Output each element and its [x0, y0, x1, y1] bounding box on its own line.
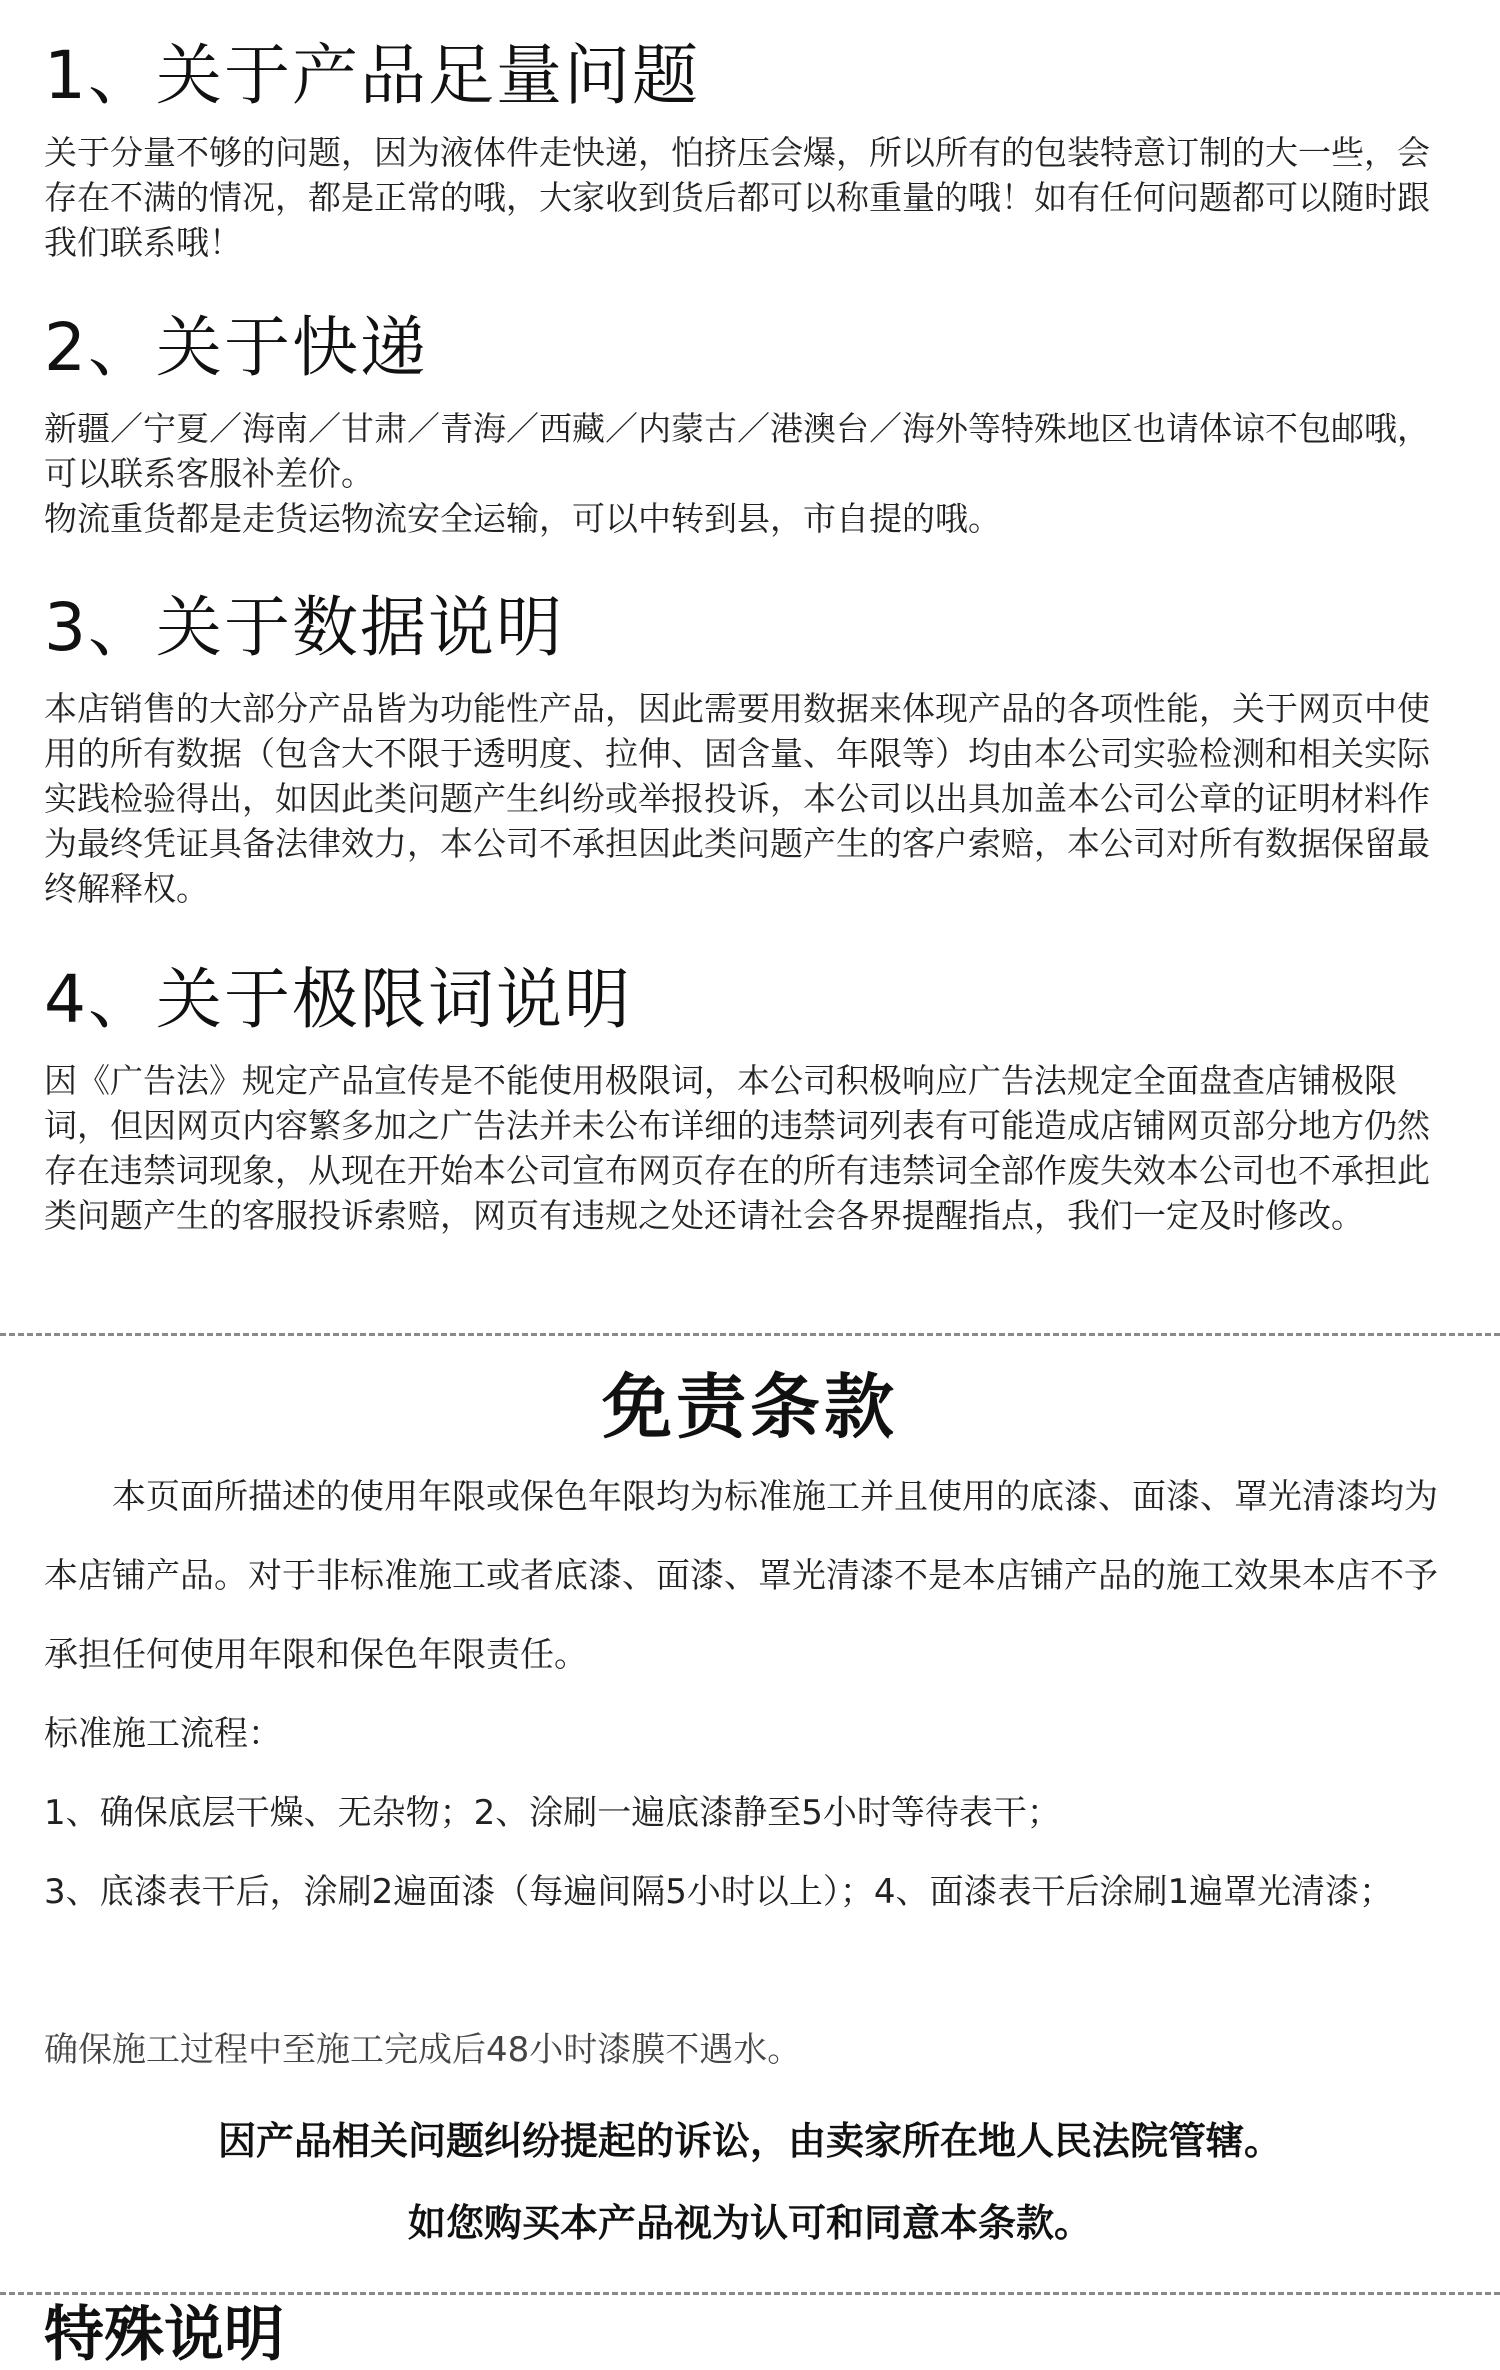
section-restricted-words: [44, 962, 1454, 1238]
disclaimer-title: 免责条款: [602, 1366, 898, 1448]
section-body: 新疆／宁夏／海南／甘肃／青海／西藏／内蒙古／港澳台／海外等特殊地区也请体谅不包邮哦，可以联系客服补差价。: [44, 409, 1430, 493]
agreement-statement: 如您购买本产品视为认可和同意本条款。: [407, 2201, 1092, 2245]
section-title: 2、关于快递: [44, 309, 428, 386]
next-section-title: 特殊说明: [44, 2300, 284, 2370]
dashed-divider: [0, 2292, 1500, 2295]
jurisdiction-statement: 因产品相关问题纠纷提起的诉讼，由卖家所在地人民法院管辖。: [217, 2119, 1282, 2163]
section-title: 4、关于极限词说明: [44, 961, 632, 1038]
section-body-extra: 物流重货都是走货运物流安全运输，可以中转到县，市自提的哦。: [44, 499, 1001, 538]
section-quantity: [44, 38, 1454, 265]
process-steps-1: 1、确保底层干燥、无杂物；2、涂刷一遍底漆静至5小时等待表干；: [44, 1793, 1061, 1833]
section-data-statement: [44, 590, 1454, 911]
construction-note: 确保施工过程中至施工完成后48小时漆膜不遇水。: [44, 2030, 802, 2070]
section-body: 因《广告法》规定产品宣传是不能使用极限词，本公司积极响应广告法规定全面盘查店铺极限词，但因网页内容繁多加之广告法并未公布详细的违禁词列表有可能造成店铺网页部分地方仍然存在违禁词现象，从现在开始本公司宣布网页存在的所有违禁词全部作废失效本公司也不承担此类问题产生的客服投诉索赔，网页有违规之处还请社会各界提醒指点，我们一定及时修改。: [44, 1061, 1430, 1235]
disclaimer-paragraph: 本页面所描述的使用年限或保色年限均为标准施工并且使用的底漆、面漆、罩光清漆均为本店铺产品。对于非标准施工或者底漆、面漆、罩光清漆不是本店铺产品的施工效果本店不予承担任何使用年限和保色年限责任。: [44, 1477, 1438, 1675]
section-title: 3、关于数据说明: [44, 589, 564, 666]
section-body: 本店销售的大部分产品皆为功能性产品，因此需要用数据来体现产品的各项性能，关于网页中使用的所有数据（包含大不限于透明度、拉伸、固含量、年限等）均由本公司实验检测和相关实际实践检验得出，如因此类问题产生纠纷或举报投诉，本公司以出具加盖本公司公章的证明材料作为最终凭证具备法律效力，本公司不承担因此类问题产生的客户索赔，本公司对所有数据保留最终解释权。: [44, 689, 1430, 908]
section-shipping: [44, 310, 1454, 541]
process-label: 标准施工流程：: [44, 1714, 282, 1754]
dashed-divider: [0, 1333, 1500, 1336]
section-body: 关于分量不够的问题，因为液体件走快递，怕挤压会爆，所以所有的包装特意订制的大一些，会存在不满的情况，都是正常的哦，大家收到货后都可以称重量的哦！如有任何问题都可以随时跟我们联系哦！: [44, 133, 1430, 262]
process-steps-2: 3、底漆表干后，涂刷2遍面漆（每遍间隔5小时以上）；4、面漆表干后涂刷1遍罩光清漆；: [44, 1872, 1394, 1912]
section-title: 1、关于产品足量问题: [44, 37, 700, 114]
